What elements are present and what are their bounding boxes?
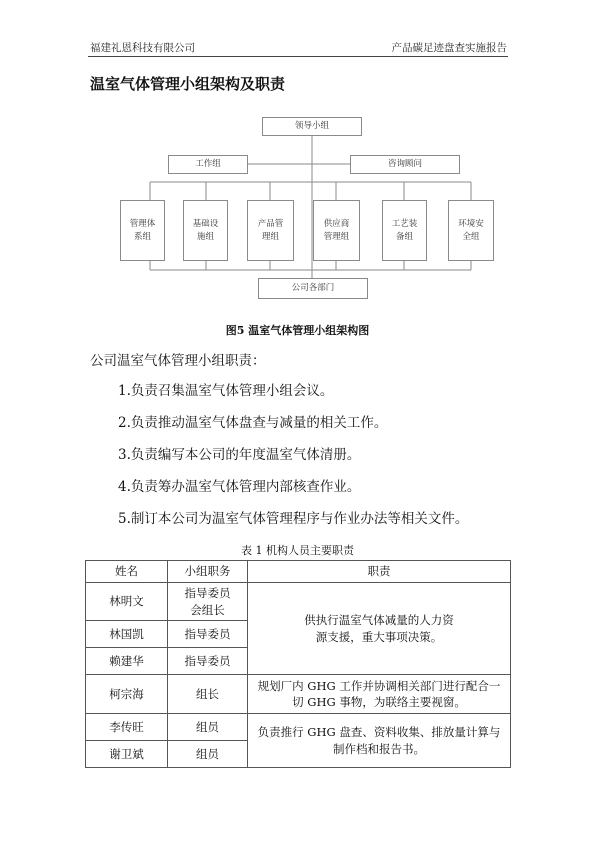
name-cell: 柯宗海 xyxy=(86,675,168,714)
name-cell: 林明文 xyxy=(86,583,168,621)
role-cell: 指导委员 xyxy=(168,648,248,675)
duty-cell: 供执行温室气体减量的人力资源支援，重大事项决策。 xyxy=(248,583,511,675)
column-header: 小组职务 xyxy=(168,561,248,583)
org-box-group: 供应商 管理组 xyxy=(313,200,360,261)
header-rule xyxy=(88,56,508,57)
duty-item: 2.负责推动温室气体盘查与减量的相关工作。 xyxy=(118,415,388,431)
table-row xyxy=(86,714,511,741)
org-box-group: 基础设 施组 xyxy=(183,200,228,261)
duty-item: 1.负责召集温室气体管理小组会议。 xyxy=(118,383,334,399)
column-header: 职责 xyxy=(248,561,511,583)
org-box-group: 工艺装 备组 xyxy=(382,200,427,261)
role-cell: 组员 xyxy=(168,741,248,768)
role-cell: 组长 xyxy=(168,675,248,714)
duty-item: 5.制订本公司为温室气体管理程序与作业办法等相关文件。 xyxy=(118,511,469,527)
header-company: 福建礼恩科技有限公司 xyxy=(90,42,195,54)
role-cell: 指导委员 xyxy=(168,621,248,648)
duty-item: 4.负责筹办温室气体管理内部核查作业。 xyxy=(118,479,361,495)
org-box-working-group: 工作组 xyxy=(168,155,248,174)
org-box-leadership: 领导小组 xyxy=(262,117,362,136)
name-cell: 林国凯 xyxy=(86,621,168,648)
duty-cell: 负责推行 GHG 盘查、资料收集、排放量计算与制作档和报告书。 xyxy=(248,714,511,768)
name-cell: 赖建华 xyxy=(86,648,168,675)
section-title: 温室气体管理小组架构及职责 xyxy=(90,75,286,93)
responsibility-table xyxy=(85,560,511,768)
figure-caption: 图5 温室气体管理小组架构图 xyxy=(225,324,370,337)
header-report-title: 产品碳足迹盘查实施报告 xyxy=(391,42,507,54)
role-cell: 指导委员会组长 xyxy=(168,583,248,621)
duty-cell: 规划厂内 GHG 工作并协调相关部门进行配合一切 GHG 事物，为联络主要视窗。 xyxy=(248,675,511,714)
org-box-group: 环境安 全组 xyxy=(448,200,494,261)
table-header-row xyxy=(86,561,511,583)
role-cell: 组员 xyxy=(168,714,248,741)
column-header: 姓名 xyxy=(86,561,168,583)
name-cell: 谢卫斌 xyxy=(86,741,168,768)
table-row xyxy=(86,675,511,714)
org-chart xyxy=(110,110,515,310)
org-box-group: 管理体 系组 xyxy=(120,200,165,261)
table-row xyxy=(86,583,511,621)
org-box-departments: 公司各部门 xyxy=(258,278,368,299)
table-title: 表 1 机构人员主要职责 xyxy=(241,544,354,557)
org-box-consultant: 咨询顾问 xyxy=(350,155,460,174)
duties-intro: 公司温室气体管理小组职责： xyxy=(90,353,266,369)
name-cell: 李传旺 xyxy=(86,714,168,741)
duty-item: 3.负责编写本公司的年度温室气体清册。 xyxy=(118,447,361,463)
org-box-group: 产品管 理组 xyxy=(247,200,294,261)
